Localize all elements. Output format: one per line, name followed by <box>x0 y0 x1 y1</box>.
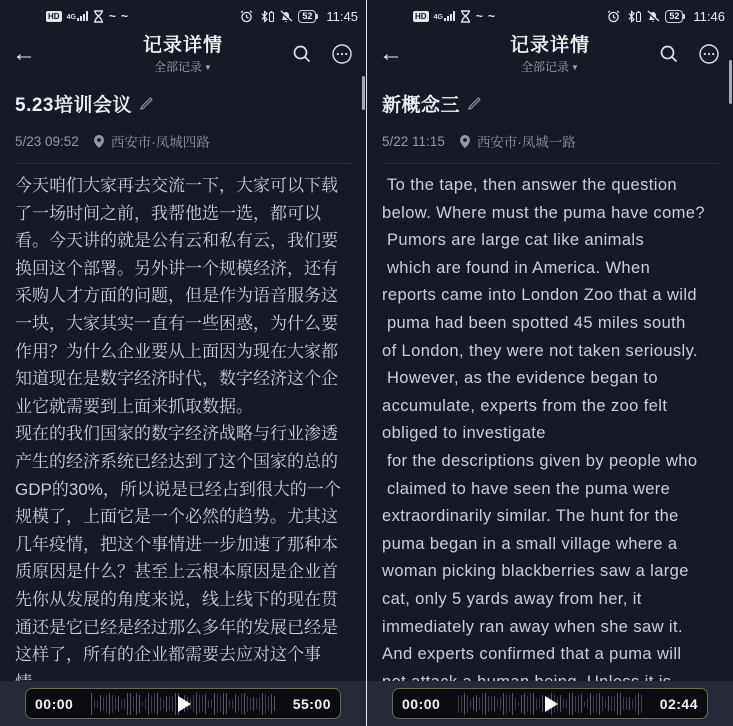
page-title: 记录详情 <box>509 35 590 56</box>
transcript-line: 采购人才方面的问题，但是作为语音服务这 <box>15 286 338 306</box>
location-pin-icon <box>459 134 471 149</box>
record-location: 西安市·凤城一路 <box>476 135 576 150</box>
page-title: 记录详情 <box>142 35 223 56</box>
status-bar <box>367 0 733 28</box>
transcript-line: GDP的30%，所以说是已经占到很大的一个 <box>15 479 341 499</box>
transcript-text <box>0 164 366 665</box>
status-right-icons <box>607 9 725 24</box>
elapsed-time: 00:00 <box>35 695 74 712</box>
transcript-line: 看。今天讲的就是公有云和私有云，我们要 <box>15 231 338 251</box>
audio-player-bar <box>367 681 733 726</box>
network-wave-icon: ~ <box>108 9 116 23</box>
transcript-line: 作用？为什么企业要从上面因为现在大家都 <box>15 341 338 361</box>
transcript-line: 通还是它已经是经过那么多年的发展已经是 <box>15 617 338 637</box>
scrollbar-thumb[interactable] <box>362 76 365 110</box>
play-icon <box>545 696 558 712</box>
transcript-line: To the tape, then answer the question <box>382 176 677 194</box>
audio-player[interactable] <box>25 688 341 719</box>
hourglass-icon <box>93 10 104 23</box>
play-icon <box>178 696 191 712</box>
transcript-line: woman picking blackberries saw a large <box>382 562 689 581</box>
signal-strength-icon: 4G <box>434 11 455 21</box>
transcript-line: 今天咱们大家再去交流一下，大家可以下载 <box>15 176 338 195</box>
transcript-line: puma began in a small village where a <box>382 534 678 553</box>
bell-muted-icon <box>646 10 660 23</box>
transcript-line: 换回这个部署。另外讲一个规模经济，还有 <box>15 258 338 278</box>
alarm-clock-icon <box>607 10 620 23</box>
hd-volte-icon: HD <box>48 11 60 21</box>
record-detail-screen-left <box>0 0 366 726</box>
transcript-line: 业它就需要到上面来抓取数据。 <box>15 396 253 416</box>
transcript-line: obliged to investigate <box>382 424 546 443</box>
network-wave-icon-2: ~ <box>120 9 128 23</box>
app-bar <box>0 28 366 80</box>
transcript-line: 这样了，所有的企业都需要去应对这个事 <box>15 645 321 665</box>
app-bar <box>367 28 733 80</box>
play-button[interactable] <box>537 691 563 717</box>
chevron-down-icon: ▼ <box>571 63 579 72</box>
transcript-line: 知道现在是数字经济时代，数字经济这个企 <box>15 369 338 389</box>
transcript-line: Pumors are large cat like animals <box>382 231 645 250</box>
battery-level-icon: 52 <box>665 10 683 23</box>
network-wave-icon-2: ~ <box>487 9 495 23</box>
transcript-line: claimed to have seen the puma were <box>382 479 671 498</box>
record-location: 西安市·凤城四路 <box>110 135 210 150</box>
back-button[interactable]: ← <box>379 40 403 67</box>
play-button[interactable] <box>170 691 196 717</box>
transcript-line: puma had been spotted 45 miles south <box>382 313 686 332</box>
transcript-line: immediately ran away when she saw it. <box>382 617 683 636</box>
transcript-line: which are found in America. When <box>382 258 651 277</box>
alarm-clock-icon <box>240 10 253 23</box>
bluetooth-battery-icon <box>625 10 641 23</box>
record-header <box>367 80 733 151</box>
status-time: 11:46 <box>693 8 725 24</box>
scrollbar-thumb[interactable] <box>729 60 732 104</box>
network-wave-icon: ~ <box>475 9 483 23</box>
transcript-line: for the descriptions given by people who <box>382 451 698 470</box>
bluetooth-battery-icon <box>258 10 274 23</box>
status-time: 11:45 <box>326 8 358 24</box>
record-detail-screen-right <box>367 0 733 726</box>
transcript-line: 几年疫情，把这个事情进一步加速了那种本 <box>15 534 338 554</box>
transcript-text <box>367 164 733 664</box>
transcript-line: 规模了，上面它是一个必然的趋势。尤其这 <box>15 507 338 527</box>
transcript-line: And experts confirmed that a puma will <box>382 645 682 664</box>
hourglass-icon <box>460 10 471 23</box>
hd-volte-icon: HD <box>415 11 427 21</box>
total-duration: 02:44 <box>659 695 698 712</box>
back-button[interactable]: ← <box>12 40 36 67</box>
status-bar <box>0 0 366 28</box>
signal-strength-icon: 4G <box>67 11 88 21</box>
transcript-line: 产生的经济系统已经达到了这个国家的总的 <box>15 451 338 471</box>
transcript-line: However, as the evidence began to <box>382 369 658 388</box>
status-left-icons <box>46 10 128 23</box>
record-datetime: 5/23 09:52 <box>15 133 79 149</box>
total-duration: 55:00 <box>292 695 331 712</box>
record-title: 新概念三 <box>382 95 461 116</box>
transcript-line: accumulate, experts from the zoo felt <box>382 396 668 415</box>
transcript-line: reports came into London Zoo that a wild <box>382 286 698 305</box>
audio-player-bar <box>0 681 366 726</box>
status-left-icons <box>413 10 495 23</box>
transcript-line: 了一场时间之前，我帮他选一选，都可以 <box>15 203 321 223</box>
bell-muted-icon <box>279 10 293 23</box>
battery-level-icon: 52 <box>298 10 316 23</box>
audio-player[interactable] <box>392 688 708 719</box>
record-filter-dropdown[interactable]: 全部记录 ▼ <box>154 60 212 74</box>
transcript-line: cat, only 5 yards away from her, it <box>382 589 642 608</box>
location-pin-icon <box>93 134 105 149</box>
status-right-icons <box>240 9 358 24</box>
record-title: 5.23培训会议 <box>15 95 132 116</box>
transcript-line: 质原因是什么？甚至上云根本原因是企业首 <box>15 562 338 582</box>
record-filter-dropdown[interactable]: 全部记录 ▼ <box>521 60 579 74</box>
transcript-line: 现在的我们国家的数字经济战略与行业渗透 <box>15 424 338 444</box>
transcript-line: 先你从发展的角度来说，线上线下的现在贯 <box>15 589 338 609</box>
record-datetime: 5/22 11:15 <box>382 133 445 149</box>
transcript-line: 一块，大家其实一直有一些困惑，为什么要 <box>15 313 338 333</box>
transcript-line: extraordinarily similar. The hunt for the <box>382 507 679 526</box>
chevron-down-icon: ▼ <box>204 63 212 72</box>
record-header <box>0 80 366 151</box>
edit-title-icon[interactable] <box>468 97 481 110</box>
elapsed-time: 00:00 <box>402 695 441 712</box>
edit-title-icon[interactable] <box>140 97 153 110</box>
transcript-line: below. Where must the puma have come? <box>382 203 705 222</box>
transcript-line: of London, they were not taken seriously. <box>382 341 699 360</box>
